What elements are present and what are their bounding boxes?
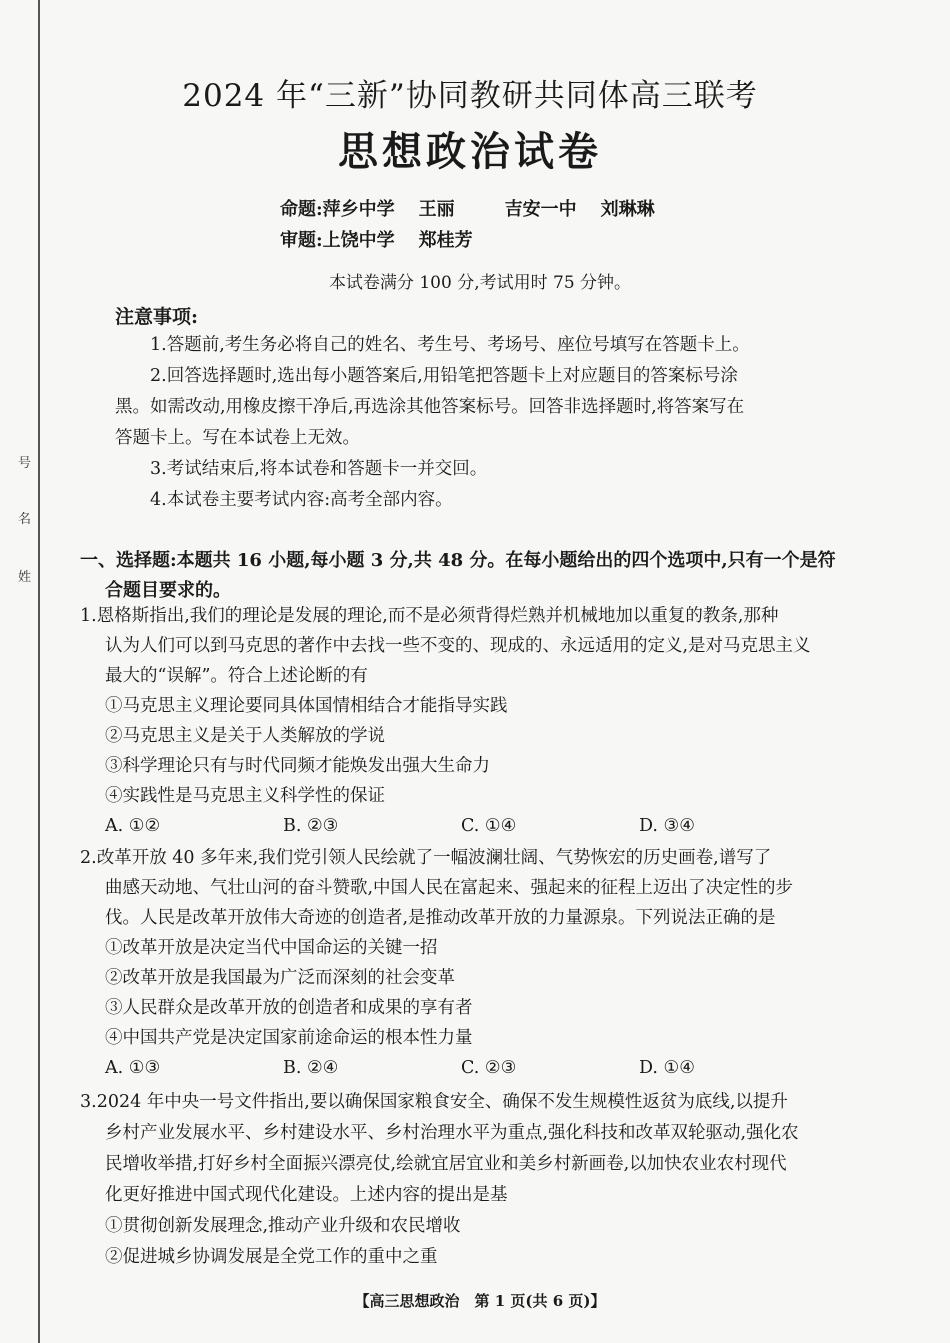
binding-mark: 名: [18, 512, 32, 527]
question-2-item: ①改革开放是决定当代中国命运的关键一招: [105, 938, 438, 958]
question-2-stem: 曲感天动地、气壮山河的奋斗赞歌,中国人民在富起来、强起来的征程上迈出了决定性的步: [105, 878, 794, 898]
notice-line: 1.答题前,考生务必将自己的姓名、考生号、考场号、座位号填写在答题卡上。: [150, 335, 750, 355]
author-credits: 命题:萍乡中学 王丽 吉安一中 刘琳琳: [280, 199, 655, 220]
choice-a[interactable]: A. ①③: [105, 1058, 161, 1078]
choice-b[interactable]: B. ②③: [283, 816, 339, 836]
subject-title: 思想政治试卷: [338, 128, 602, 175]
section-heading-cont: 合题目要求的。: [105, 580, 231, 601]
question-3-stem: 化更好推进中国式现代化建设。上述内容的提出是基: [105, 1185, 508, 1205]
question-1-stem: 认为人们可以到马克思的著作中去找一些不变的、现成的、永远适用的定义,是对马克思主义: [105, 636, 811, 656]
question-2-item: ③人民群众是改革开放的创造者和成果的享有者: [105, 998, 473, 1018]
notice-line: 答题卡上。写在本试卷上无效。: [115, 428, 360, 448]
choice-d[interactable]: D. ①④: [639, 1058, 695, 1078]
choice-c[interactable]: C. ①④: [461, 816, 517, 836]
question-1-stem: 最大的“误解”。符合上述论断的有: [105, 666, 368, 686]
notice-title: 注意事项:: [115, 306, 199, 328]
page-footer: 【高三思想政治 第 1 页(共 6 页)】: [354, 1292, 606, 1310]
question-3-stem: 民增收举措,打好乡村全面振兴漂亮仗,绘就宜居宜业和美乡村新画卷,以加快农业农村现代: [105, 1154, 787, 1174]
question-3-stem: 乡村产业发展水平、乡村建设水平、乡村治理水平为重点,强化科技和改革双轮驱动,强化农: [105, 1123, 799, 1143]
question-1-item: ④实践性是马克思主义科学性的保证: [105, 786, 385, 806]
question-3-stem: 3.2024 年中央一号文件指出,要以确保国家粮食安全、确保不发生规模性返贫为底线,以提升: [80, 1092, 788, 1112]
section-heading: 一、选择题:本题共 16 小题,每小题 3 分,共 48 分。在每小题给出的四个选项中,只有一个是符: [80, 550, 836, 571]
question-1-item: ③科学理论只有与时代同频才能焕发出强大生命力: [105, 756, 490, 776]
question-1-choices: [105, 816, 825, 836]
question-2-choices: [105, 1058, 825, 1078]
exam-title: 2024 年“三新”协同教研共同体高三联考: [182, 78, 758, 114]
question-2-item: ②改革开放是我国最为广泛而深刻的社会变革: [105, 968, 455, 988]
notice-line: 2.回答选择题时,选出每小题答案后,用铅笔把答题卡上对应题目的答案标号涂: [150, 366, 738, 386]
binding-margin-line: [38, 0, 40, 1343]
choice-a[interactable]: A. ①②: [105, 816, 161, 836]
score-info: 本试卷满分 100 分,考试用时 75 分钟。: [328, 273, 632, 293]
notice-line: 黑。如需改动,用橡皮擦干净后,再选涂其他答案标号。回答非选择题时,将答案写在: [115, 397, 745, 417]
question-3-item: ①贯彻创新发展理念,推动产业升级和农民增收: [105, 1216, 461, 1236]
binding-mark: 号: [18, 456, 32, 471]
choice-c[interactable]: C. ②③: [461, 1058, 517, 1078]
choice-d[interactable]: D. ③④: [639, 816, 695, 836]
notice-line: 4.本试卷主要考试内容:高考全部内容。: [150, 490, 453, 510]
question-3-item: ②促进城乡协调发展是全党工作的重中之重: [105, 1247, 438, 1267]
choice-b[interactable]: B. ②④: [283, 1058, 339, 1078]
question-1-item: ②马克思主义是关于人类解放的学说: [105, 726, 385, 746]
notice-line: 3.考试结束后,将本试卷和答题卡一并交回。: [150, 459, 488, 479]
question-1-item: ①马克思主义理论要同具体国情相结合才能指导实践: [105, 696, 508, 716]
question-2-item: ④中国共产党是决定国家前途命运的根本性力量: [105, 1028, 473, 1048]
question-2-stem: 2.改革开放 40 多年来,我们党引领人民绘就了一幅波澜壮阔、气势恢宏的历史画卷,谱写了: [80, 848, 772, 868]
question-2-stem: 伐。人民是改革开放伟大奇迹的创造者,是推动改革开放的力量源泉。下列说法正确的是: [105, 908, 776, 928]
reviewer-credits: 审题:上饶中学 郑桂芳: [280, 230, 473, 251]
binding-mark: 姓: [18, 570, 32, 585]
question-1-stem: 1.恩格斯指出,我们的理论是发展的理论,而不是必须背得烂熟并机械地加以重复的教条,那种: [80, 606, 779, 626]
